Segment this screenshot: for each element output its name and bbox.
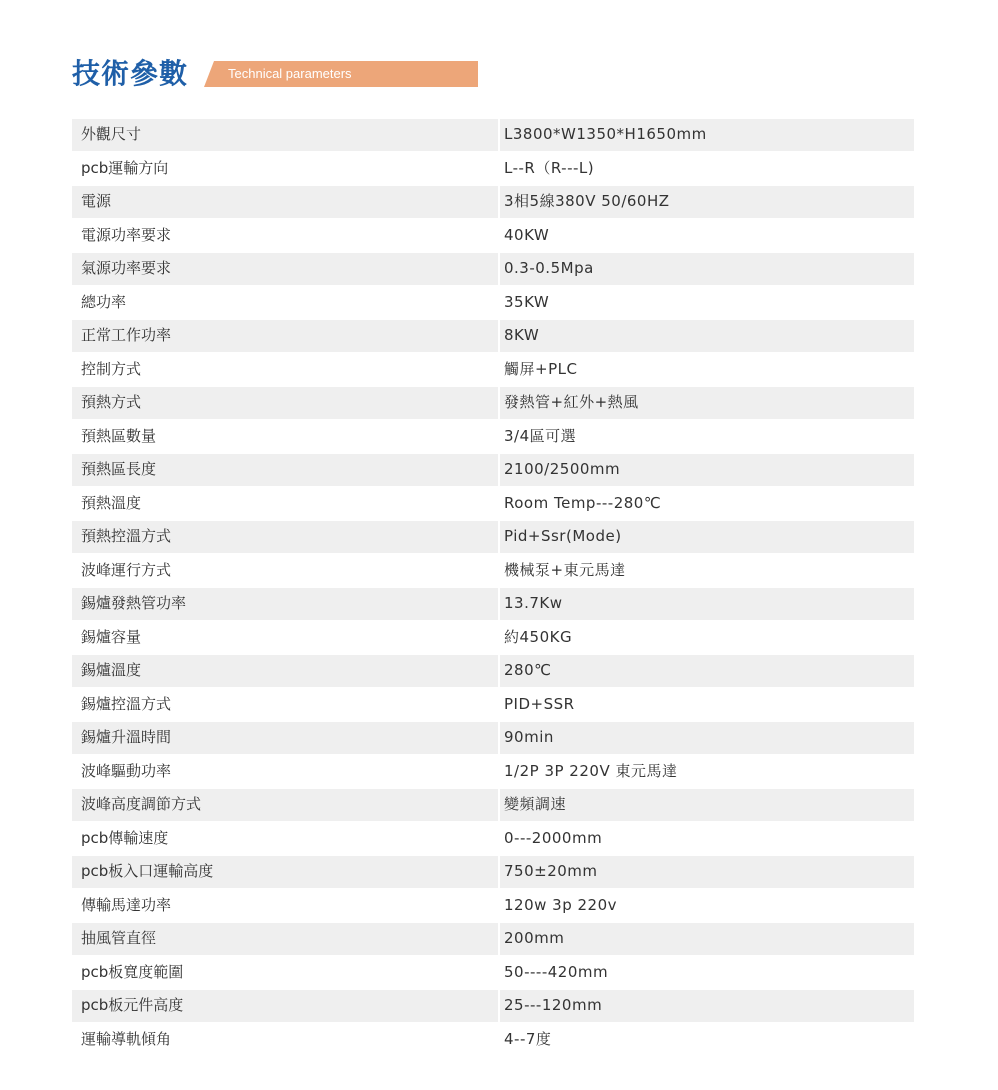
- section-header: [72, 52, 188, 92]
- table-row: [72, 488, 914, 520]
- spec-value: 0.3-0.5Mpa: [498, 253, 914, 285]
- spec-label: 錫爐發熱管功率: [81, 594, 187, 612]
- spec-label: 預熱溫度: [81, 493, 142, 512]
- spec-value: PID+SSR: [498, 689, 914, 721]
- table-row: [72, 890, 914, 922]
- spec-label: 氣源功率要求: [81, 259, 172, 277]
- spec-value: 機械泵+東元馬達: [498, 555, 914, 587]
- page-subtitle: Technical parameters: [228, 66, 352, 81]
- spec-value: 3/4區可選: [498, 421, 914, 453]
- table-row: [72, 354, 914, 386]
- spec-value: 觸屏+PLC: [498, 354, 914, 386]
- table-row: [72, 588, 914, 620]
- spec-value: 3相5線380V 50/60HZ: [498, 186, 914, 218]
- table-row: [72, 722, 914, 754]
- table-row: [72, 990, 914, 1022]
- spec-label: 預熱區長度: [81, 460, 157, 478]
- table-row: [72, 856, 914, 888]
- spec-value: L3800*W1350*H1650mm: [498, 119, 914, 151]
- table-row: [72, 957, 914, 989]
- spec-value: L--R（R---L): [498, 153, 914, 185]
- spec-value: 約450KG: [498, 622, 914, 654]
- spec-label: 錫爐容量: [81, 627, 142, 646]
- spec-label: pcb傳輸速度: [81, 828, 169, 847]
- spec-label: 抽風管直徑: [81, 929, 157, 947]
- table-row: [72, 421, 914, 453]
- spec-label: pcb板寬度範圍: [81, 962, 184, 981]
- spec-value: 280℃: [498, 655, 914, 687]
- table-row: [72, 153, 914, 185]
- spec-value: Pid+Ssr(Mode): [498, 521, 914, 553]
- spec-value: 35KW: [498, 287, 914, 319]
- spec-label: 預熱區數量: [81, 426, 157, 445]
- spec-value: 90min: [498, 722, 914, 754]
- table-row: [72, 387, 914, 419]
- spec-label: 總功率: [81, 292, 127, 311]
- spec-value: 40KW: [498, 220, 914, 252]
- table-row: [72, 454, 914, 486]
- spec-label: 波峰驅動功率: [81, 761, 172, 780]
- spec-label: pcb板入口運輸高度: [81, 862, 214, 880]
- spec-label: 錫爐控溫方式: [81, 694, 172, 713]
- spec-label: 控制方式: [81, 359, 142, 378]
- table-row: [72, 555, 914, 587]
- spec-value: 4--7度: [498, 1024, 914, 1056]
- table-row: [72, 923, 914, 955]
- table-row: [72, 1024, 914, 1056]
- spec-label: pcb運輸方向: [81, 158, 169, 177]
- spec-label: 傳輸馬達功率: [81, 895, 172, 914]
- table-row: [72, 220, 914, 252]
- spec-label: 電源: [81, 192, 112, 210]
- spec-value: 200mm: [498, 923, 914, 955]
- spec-label: 運輸導軌傾角: [81, 1029, 172, 1048]
- spec-label: 波峰高度調節方式: [81, 795, 202, 813]
- table-row: [72, 253, 914, 285]
- spec-value: 1/2P 3P 220V 東元馬達: [498, 756, 914, 788]
- spec-value: 2100/2500mm: [498, 454, 914, 486]
- table-row: [72, 119, 914, 151]
- spec-value: 50----420mm: [498, 957, 914, 989]
- spec-label: 電源功率要求: [81, 225, 172, 244]
- spec-label: 預熱方式: [81, 393, 142, 411]
- table-row: [72, 789, 914, 821]
- spec-value: 750±20mm: [498, 856, 914, 888]
- table-row: [72, 823, 914, 855]
- spec-label: 外觀尺寸: [81, 125, 142, 143]
- spec-label: 錫爐溫度: [81, 661, 142, 679]
- table-row: [72, 287, 914, 319]
- spec-label: 波峰運行方式: [81, 560, 172, 579]
- table-row: [72, 689, 914, 721]
- spec-label: 正常工作功率: [81, 326, 172, 344]
- page-title: 技術參數: [72, 57, 189, 90]
- spec-value: 變頻調速: [498, 789, 914, 821]
- spec-value: 發熱管+紅外+熱風: [498, 387, 914, 419]
- table-row: [72, 622, 914, 654]
- table-row: [72, 320, 914, 352]
- spec-label: 錫爐升溫時間: [81, 728, 172, 746]
- spec-table: [72, 119, 914, 1057]
- table-row: [72, 186, 914, 218]
- spec-value: 120w 3p 220v: [498, 890, 914, 922]
- table-row: [72, 756, 914, 788]
- spec-value: 8KW: [498, 320, 914, 352]
- spec-value: Room Temp---280℃: [498, 488, 914, 520]
- spec-label: pcb板元件高度: [81, 996, 184, 1014]
- table-row: [72, 521, 914, 553]
- table-row: [72, 655, 914, 687]
- spec-label: 預熱控溫方式: [81, 527, 172, 545]
- spec-value: 13.7Kw: [498, 588, 914, 620]
- spec-value: 0---2000mm: [498, 823, 914, 855]
- spec-value: 25---120mm: [498, 990, 914, 1022]
